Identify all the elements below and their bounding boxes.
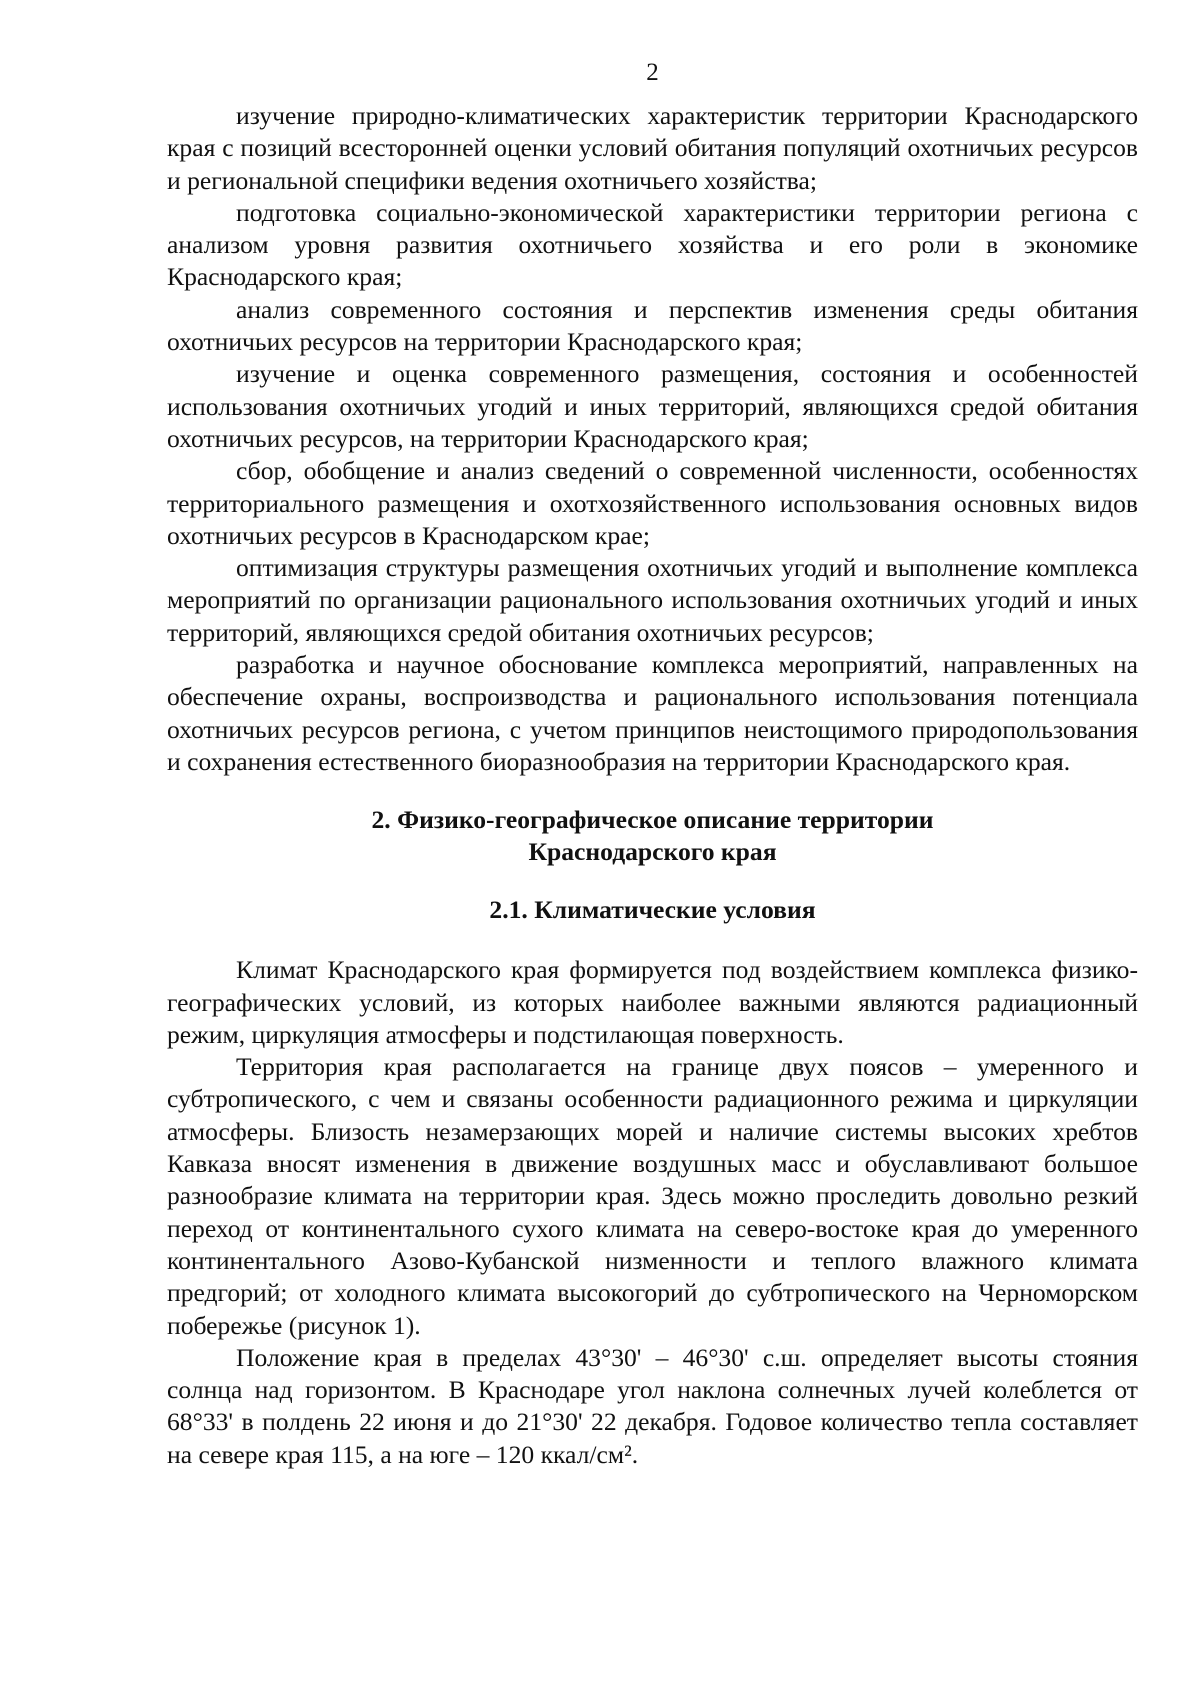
section-heading-line-2: Краснодарского края <box>528 837 777 867</box>
body-paragraph: Территория края располагается на границе двух поясов – умеренного и субтропического, с чем и связаны особенности радиационного режима и циркуляции атмосферы. Близость незамерзающих морей и наличие системы высоких хребтов Кавказа вносят изменения в движение воздушных масс и обуславливают большое разнообразие климата на территории края. Здесь можно проследить довольно резкий переход от континентального сухого климата на северо-востоке края до умеренного континентального Азово-Кубанской низменности и теплого влажного климата предгорий; от холодного климата высокогорий до субтропического на Черноморском побережье (рисунок 1). <box>167 1052 1138 1340</box>
list-item: оптимизация структуры размещения охотничьих угодий и выполнение комплекса мероприятий по организации рационального использования охотничьих угодий и иных территорий, являющихся средой обитания охотничьих ресурсов; <box>167 553 1138 647</box>
section-heading-line-1: 2. Физико-географическое описание территории <box>371 805 934 835</box>
list-item: сбор, обобщение и анализ сведений о современной численности, особенностях территориального размещения и охотхозяйственного использования основных видов охотничьих ресурсов в Краснодарском крае; <box>167 456 1138 550</box>
goals-list <box>167 100 1138 778</box>
page-number: 2 <box>646 59 659 86</box>
list-item: разработка и научное обоснование комплекса мероприятий, направленных на обеспечение охраны, воспроизводства и рационального использования потенциала охотничьих ресурсов региона, с учетом принципов неистощимого природопользования и сохранения естественного биоразнообразия на территории Краснодарского края. <box>167 650 1138 776</box>
body-paragraph: Климат Краснодарского края формируется под воздействием комплекса физико-географических условий, из которых наиболее важными являются радиационный режим, циркуляция атмосферы и подстилающая поверхность. <box>167 955 1138 1049</box>
section-heading <box>167 804 1138 868</box>
climate-section-body <box>167 954 1138 1471</box>
body-paragraph: Положение края в пределах 43°30' – 46°30' с.ш. определяет высоты стояния солнца над горизонтом. В Краснодаре угол наклона солнечных лучей колеблется от 68°33' в полдень 22 июня и до 21°30' 22 декабря. Годовое количество тепла составляет на севере края 115, а на юге – 120 ккал/см². <box>167 1342 1138 1469</box>
list-item: анализ современного состояния и перспектив изменения среды обитания охотничьих ресурсов на территории Краснодарского края; <box>167 294 1138 357</box>
list-item: подготовка социально-экономической характеристики территории региона с анализом уровня развития охотничьего хозяйства и его роли в экономике Краснодарского края; <box>167 197 1138 292</box>
subsection-heading: 2.1. Климатические условия <box>489 895 816 925</box>
list-item: изучение природно-климатических характеристик территории Краснодарского края с позиций всесторонней оценки условий обитания популяций охотничьих ресурсов и региональной специфики ведения охотничьего хозяйства; <box>167 101 1138 195</box>
list-item: изучение и оценка современного размещения, состояния и особенностей использования охотничьих угодий и иных территорий, являющихся средой обитания охотничьих ресурсов, на территории Краснодарского края; <box>167 359 1138 453</box>
